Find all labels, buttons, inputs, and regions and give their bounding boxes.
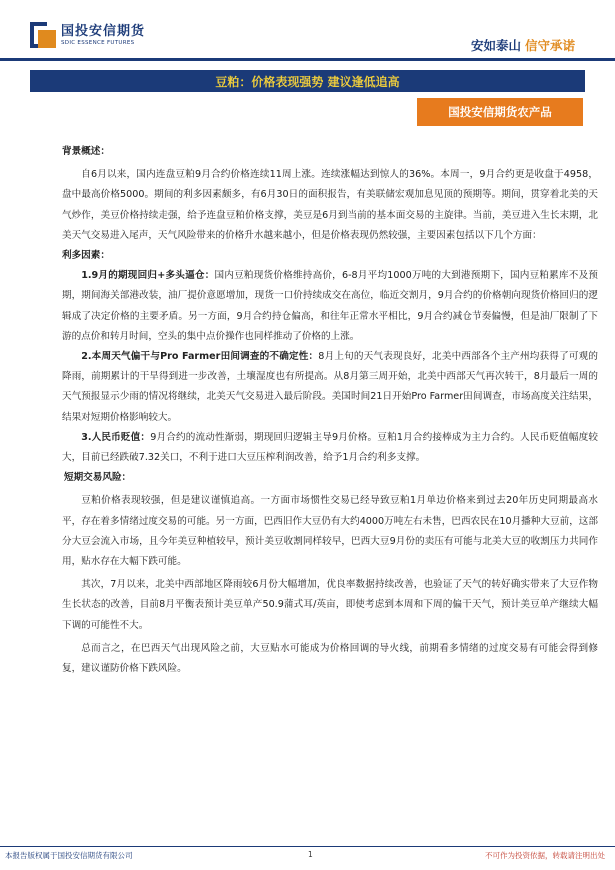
logo-english-name: SDIC ESSENCE FUTURES <box>61 39 135 46</box>
bullish-item-3 <box>62 428 598 468</box>
slogan-part-1: 安如泰山 <box>470 38 521 53</box>
footer-divider <box>0 846 615 847</box>
report-title: 豆粕：价格表现强势 建议逢低追高 <box>215 74 400 89</box>
report-body <box>62 142 598 679</box>
bullish-item-3-text: 9月合约的流动性渐弱，期现回归逻辑主导9月价格。豆粕1月合约接棒成为主力合约。人民币贬值幅度较大，目前已经跌破7.32关口，不利于进口大豆压榨利润改善，给予1月合约利多支撑。 <box>62 431 599 464</box>
bullish-item-3-label: 3.人民币贬值： <box>81 431 151 443</box>
footer-disclaimer: 不可作为投资依据，转载请注明出处 <box>485 851 605 860</box>
logo-chinese-name: 国投安信期货 <box>61 23 146 39</box>
report-tag-box <box>417 98 583 126</box>
background-paragraph: 自6月以来，国内连盘豆粕9月合约价格连续11周上涨。连续涨幅达到惊人的36%。本周一，9月合约更是收盘于4958，盘中最高价格5000。期间的利多因素颇多，有6月30日的面积报告，有美联储宏观加息见顶的预期等。期间，贯穿着北美的天气炒作，美豆价格持续走强，给予连盘豆粕价格支撑，美豆是6月到当前的基本面交易的主旋律。当前，美豆进入生长末期，北美天气交易进入尾声，天气风险带来的价格升水越来越小，但是价格表现仍然较强，主要因素包括以下几个方面： <box>62 169 598 241</box>
report-tag: 国投安信期货农产品 <box>448 105 552 119</box>
risk-paragraph-3: 总而言之，在巴西天气出现风险之前，大豆贴水可能成为价格回调的导火线，前期看多情绪的过度交易有可能会得到修复，建议谨防价格下跌风险。 <box>62 642 598 675</box>
risk-paragraph-2: 其次，7月以来，北美中西部地区降雨较6月份大幅增加，优良率数据持续改善，也验证了天气的转好确实带来了大豆作物生长状态的改善，目前8月平衡表预计美豆单产50.9蒲式耳/英亩，即使考虑到本周和下周的偏干天气，预计美豆单产继续大幅下调的可能性不大。 <box>62 579 598 631</box>
company-slogan <box>471 36 575 54</box>
bullish-item-2 <box>62 347 598 428</box>
header-divider <box>0 58 615 61</box>
page-header <box>0 0 615 62</box>
bullish-heading: 利多因素： <box>62 250 110 262</box>
page-number: 1 <box>308 850 313 859</box>
footer-copyright: 本报告版权属于国投安信期货有限公司 <box>5 851 133 860</box>
bullish-item-1-text: 国内豆粕现货价格维持高价，6-8月平均1000万吨的大到港预期下，国内豆粕累库不及预期，期间海关部港改装，油厂提价意愿增加，现货一口价持续成交在高位，临近交割月，9月合约的价格朝向现货价格回归的逻辑成了决定价格的主要矛盾。另一方面，9月合约持仓偏高，和往年正常水平相比，9月合约减仓节奏偏慢，但是油厂限制了下游的点价和转月时间，空头的集中点价操作也同样推动了价格的上涨。 <box>62 270 598 342</box>
slogan-part-2: 信守承诺 <box>524 38 575 53</box>
bullish-item-2-label: 2.本周天气偏干与Pro Farmer田间调查的不确定性： <box>81 351 319 363</box>
logo-mark-icon <box>30 22 56 48</box>
bullish-item-2-text: 8月上旬的天气表现良好，北美中西部各个主产州均获得了可观的降雨，前期累计的干旱得到进一步改善，土壤湿度也有所提高。从8月第三周开始，北美中西部天气再次转干，8月最后一周的天气预报显示少雨的情况将继续，北美天气交易进入最后阶段。美国时间21日开始Pro Farmer田间调查，市场高度关注结果，结果对短期价格影响较大。 <box>62 351 598 423</box>
risk-paragraph-1: 豆粕价格表现较强，但是建议谨慎追高。一方面市场惯性交易已经导致豆粕1月单边价格来到过去20年历史同期最高水平，存在着多情绪过度交易的可能。另一方面，巴西旧作大豆仍有大约4000万吨左右未售，巴西农民在10月播种大豆前，这部分大豆会流入市场，且今年美豆种植较早，预计美豆收割同样较早，巴西大豆9月份的卖压有可能与北美大豆的收割压力共同作用，贴水存在大幅下跌可能。 <box>62 495 598 568</box>
company-logo <box>30 22 145 48</box>
background-heading: 背景概述： <box>62 146 110 157</box>
risk-heading: 短期交易风险： <box>64 472 132 484</box>
bullish-item-1-label: 1.9月的期现回归+多头逼仓： <box>81 270 215 282</box>
bullish-item-1 <box>62 266 598 347</box>
report-title-bar <box>30 70 585 92</box>
